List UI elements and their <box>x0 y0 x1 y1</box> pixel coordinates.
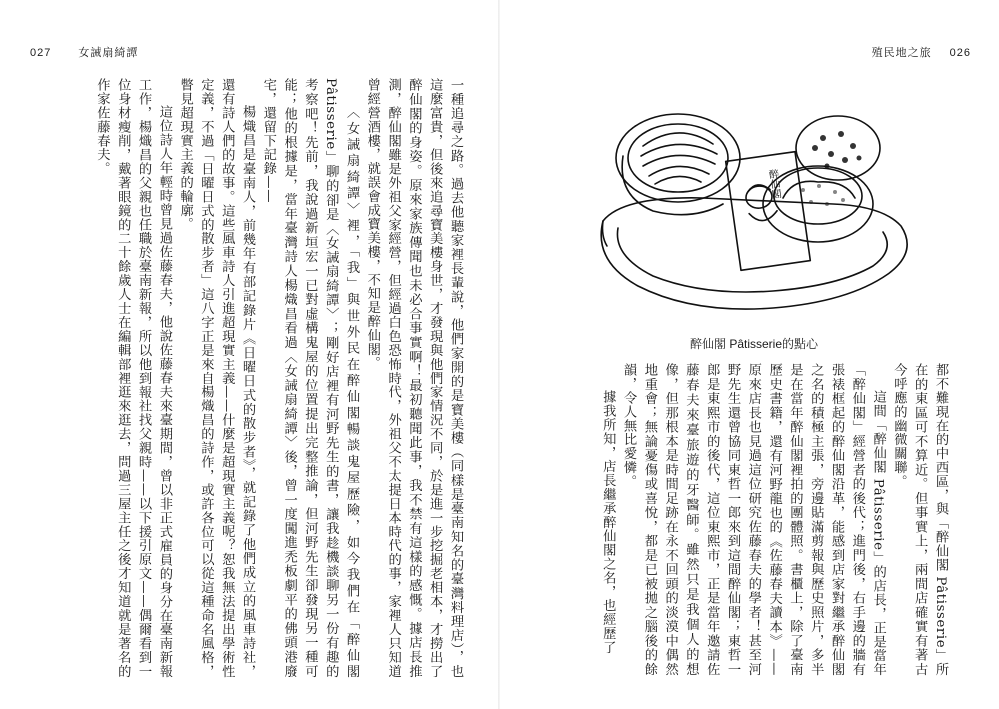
right-page-number: 026 <box>949 47 971 59</box>
illustration-caption: 醉仙閣 Pâtisserie的點心 <box>690 337 819 351</box>
right-page-body <box>560 363 950 676</box>
left-page-number: 027 <box>30 47 52 59</box>
left-running-head: 女誡扇綺譚 <box>78 46 139 59</box>
left-paragraph-1: 一種追尋之路。過去他聽家裡長輩說，他們家開的是寶美樓（同樣是臺南知名的臺灣料理店），也這麼富貴，但後來追尋寶美樓身世，才發現與他們家情況不同，於是進一步挖掘老相本，才撈出了醉仙閣的身姿。原來家族傳聞也未必合事實啊！最初聽聞此事，我不禁有這樣的感慨。據店長推測，醉仙閣雖是外祖父家經營，但經過白色恐怖時代，外祖父不太提日本時代的事，家裡人只知道曾經營酒樓，就誤會成寶美樓，不知是醉仙閣。 <box>364 78 463 678</box>
left-paragraph-4: 這位詩人年輕時曾見過佐藤春夫，他說佐藤春夫來臺期間，曾以非正式雇員的身分在臺南新報工作，楊熾昌的父親也任職於臺南新報，所以他到報社找父親時——以下援引原文——偶爾看到一位身材瘦削，戴著眼鏡的二十餘歲人士在編輯部裡逛來逛去，問過三屋主任之後才知道就是著名的作家佐藤春夫。 <box>94 78 172 678</box>
left-paragraph-2: 〈女誡扇綺譚〉裡，「我」與世外民在醉仙閣暢談鬼屋歷險，如今我們在「醉仙閣 Pâtisserie」聊的卻是〈女誡扇綺譚〉；剛好店裡有河野先生的書，讓我趁機談聊另一份有趣的考察吧！先前，我說過新垣宏一已對虛構鬼屋的位置提出完整推論，但河野先生卻發現另一種可能；他的根據是，當年臺灣詩人楊熾昌看過〈女誡扇綺譚〉後，曾一度闖進禿板劇平的佛頭港廢宅，還留下記錄—— <box>260 78 360 678</box>
right-paragraph-1: 都不難現在的中西區，與「醉仙閣 Pâtisserie」所在的東區可不算近。但事實上，兩間店確實有著古今呼應的幽微關聯。 <box>891 363 948 676</box>
right-paragraph-2: 這間「醉仙閣 Pâtisserie」的店長，正是當年「醉仙閣」經營者的後代；進門後，右手邊的牆有張裱框起的醉仙閣沿革，能感到店家對繼承醉仙閣之名的積極主張，旁邊貼滿剪報與歷史照片，多半是在當年醉仙閣裡拍的團體照。書櫃上，除了臺南歷史書籍，還有河野龍也的《佐藤春夫讀本》——原來店長也見過這位研究佐藤春夫的學者！甚至河野先生還曾協同東哲一郎來到這間醉仙閣；東哲一郎是東熙市的後代，這位東熙市，正是當年邀請佐藤春夫來臺旅遊的牙醫師。雖然只是我個人的想像，但那根本是時間足跡在永不回頭的淡漠中偶然地重會；無論憂傷或喜悅，都是已被拋之腦後的餘韻，令人無比愛憐。 <box>621 363 886 676</box>
dessert-illustration <box>583 86 923 326</box>
right-running-header <box>872 44 971 60</box>
left-paragraph-3: 楊熾昌是臺南人，前幾年有部記錄片《日曜日式的散步者》，就記錄了他們成立的風車詩社，還有詩人們的故事。這些風車詩人引進超現實主義——什麼是超現實主義呢？恕我無法提出學術性定義，不過「日曜日式的散步者」這八字正是來自楊熾昌的詩作，或許各位可以從這種命名風格，瞥見超現實主義的輪廓。 <box>177 78 256 678</box>
left-page-body <box>25 78 465 678</box>
right-running-head: 殖民地之旅 <box>871 46 932 59</box>
left-running-header <box>30 44 138 60</box>
right-paragraph-3: 據我所知，店長繼承醉仙閣之名，也經歷了 <box>600 389 616 654</box>
illustration-book-text: 醉仙閣 <box>765 168 781 200</box>
